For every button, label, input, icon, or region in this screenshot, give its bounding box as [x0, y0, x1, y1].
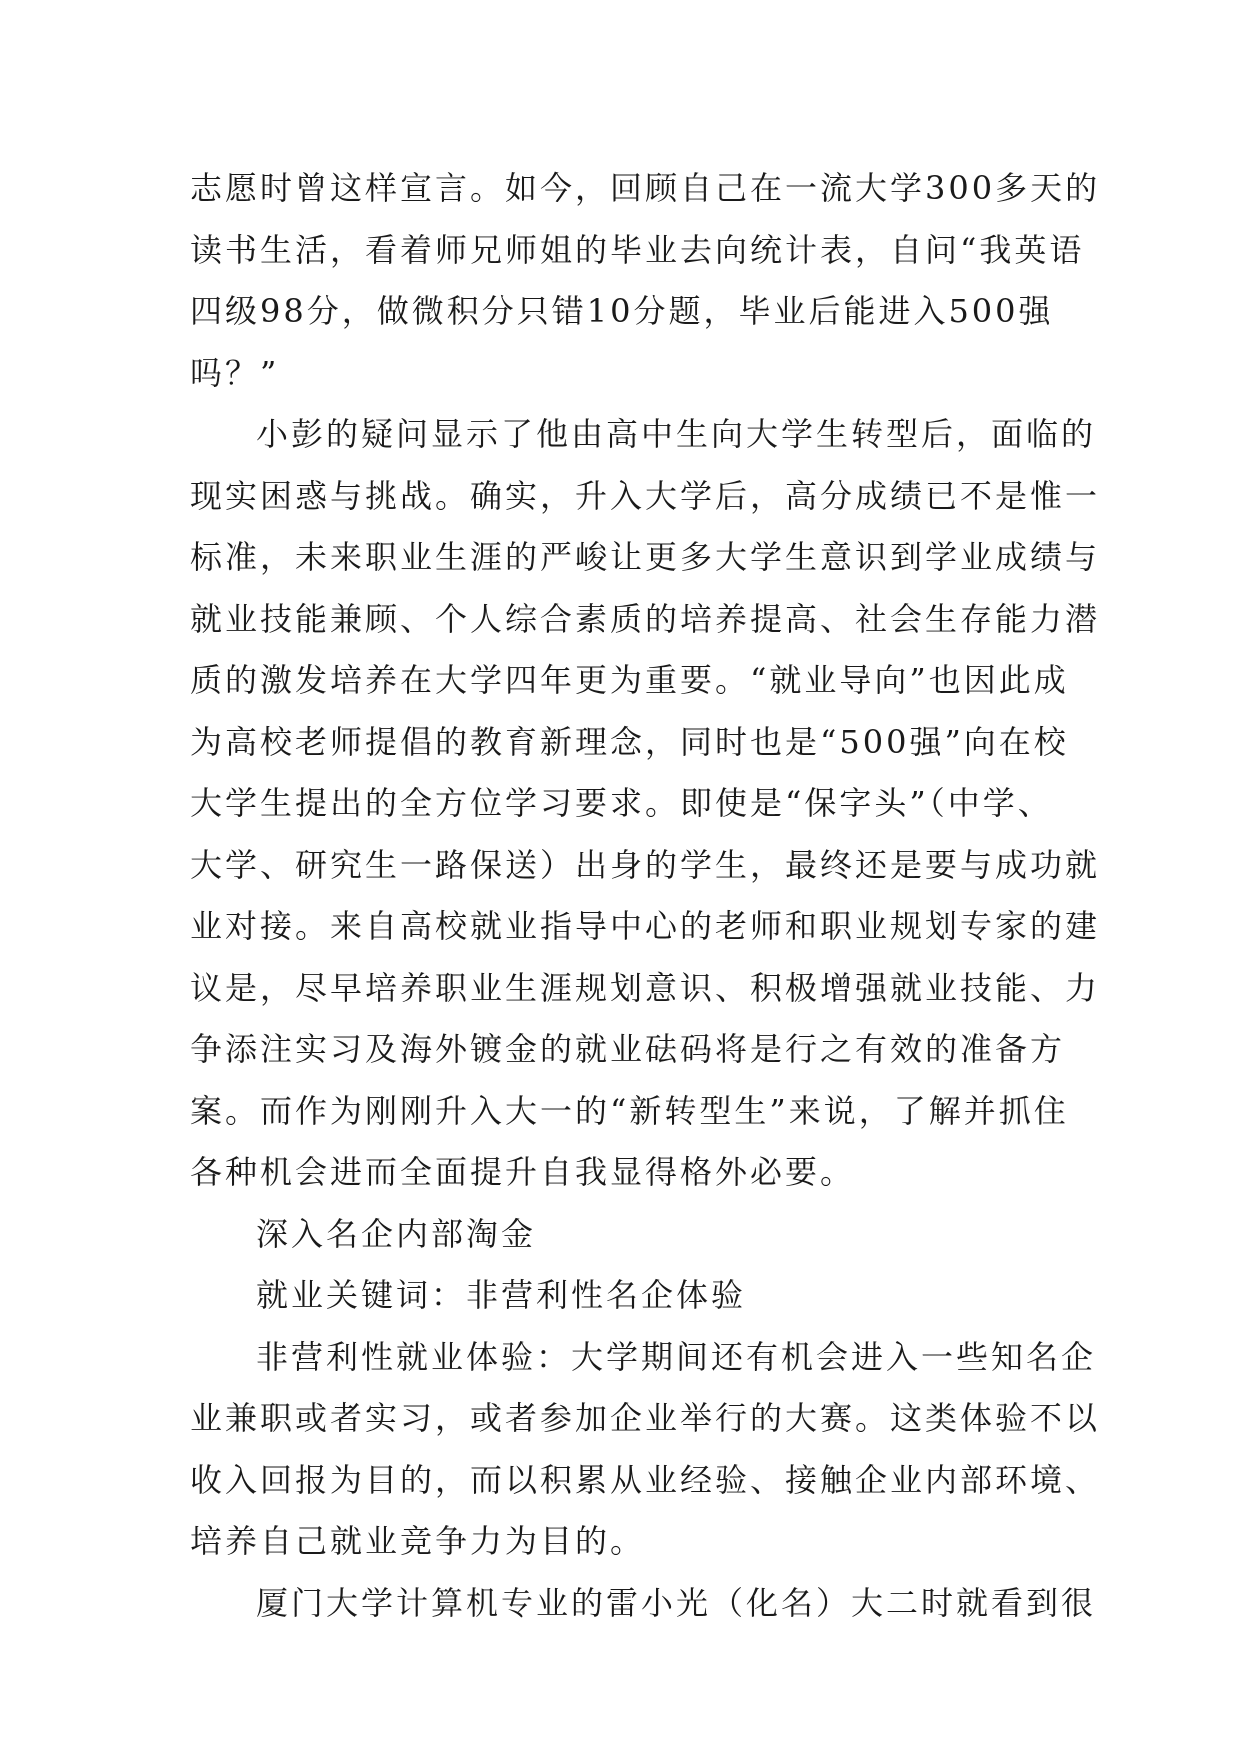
text-line: 为高校老师提倡的教育新理念，同时也是“500强”向在校	[190, 722, 1069, 761]
text-line: 大学、研究生一路保送）出身的学生，最终还是要与成功就	[190, 845, 1101, 884]
text-line: 现实困惑与挑战。确实，升入大学后，高分成绩已不是惟一	[190, 476, 1101, 515]
text-line: 培养自己就业竞争力为目的。	[190, 1522, 646, 1560]
text-line: 大学生提出的全方位学习要求。即使是“保字头”（中学、	[190, 784, 1053, 822]
paragraph-first-line: 非营利性就业体验：大学期间还有机会进入一些知名企	[256, 1337, 1097, 1376]
text-line: 争添注实习及海外镀金的就业砝码将是行之有效的准备方	[190, 1030, 1066, 1068]
paragraph-first-line: 厦门大学计算机专业的雷小光（化名）大二时就看到很	[256, 1583, 1097, 1622]
text-line: 质的激发培养在大学四年更为重要。“就业导向”也因此成	[190, 661, 1069, 699]
text-line: 案。而作为刚刚升入大一的“新转型生”来说，了解并抓住	[190, 1091, 1069, 1130]
text-line: 读书生活，看着师兄师姐的毕业去向统计表，自问“我英语	[190, 230, 1085, 269]
text-line: 议是，尽早培养职业生涯规划意识、积极增强就业技能、力	[190, 968, 1101, 1007]
document-body	[190, 158, 1101, 1634]
paragraph-first-line: 深入名企内部淘金	[256, 1214, 537, 1253]
text-line: 志愿时曾这样宣言。如今，回顾自己在一流大学300多天的	[190, 169, 1101, 207]
text-line: 就业技能兼顾、个人综合素质的培养提高、社会生存能力潜	[190, 599, 1101, 638]
text-line: 标准，未来职业生涯的严峻让更多大学生意识到学业成绩与	[190, 538, 1101, 576]
text-line: 业对接。来自高校就业指导中心的老师和职业规划专家的建	[190, 907, 1101, 945]
paragraph-first-line: 就业关键词：非营利性名企体验	[256, 1276, 747, 1314]
text-line: 四级98分，做微积分只错10分题，毕业后能进入500强	[190, 292, 1054, 330]
text-line: 各种机会进而全面提升自我显得格外必要。	[190, 1153, 856, 1191]
text-line: 收入回报为目的，而以积累从业经验、接触企业内部环境、	[190, 1460, 1101, 1499]
text-line: 吗？”	[190, 353, 280, 392]
paragraph-first-line: 小彭的疑问显示了他由高中生向大学生转型后，面临的	[256, 415, 1097, 453]
text-line: 业兼职或者实习，或者参加企业举行的大赛。这类体验不以	[190, 1399, 1101, 1437]
